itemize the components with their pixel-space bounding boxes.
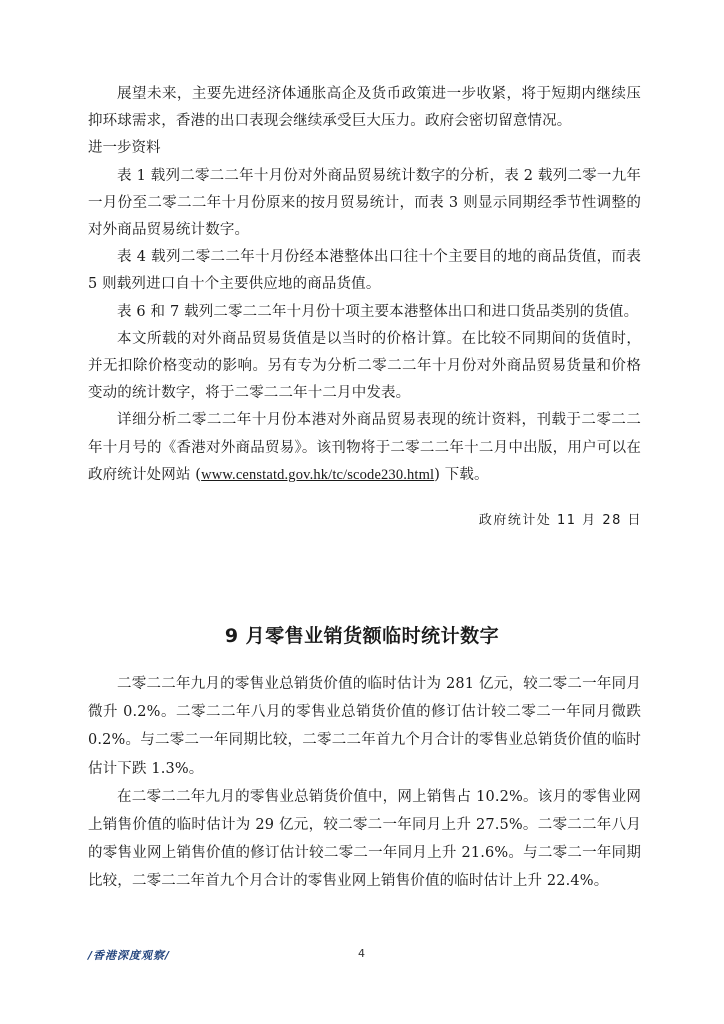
price-note-paragraph: 本文所载的对外商品贸易货值是以当时的价格计算。在比较不同期间的货值时，并无扣除价格变动的影响。另有专为分析二零二二年十月份对外商品贸易货量和价格变动的统计数字，将于二零二二年十二月中发表。 (88, 330, 641, 402)
retail-online-paragraph: 在二零二二年九月的零售业总销货价值中，网上销售占 10.2%。该月的零售业网上销售价值的临时估计为 29 亿元，较二零二一年同月上升 27.5%。二零二二年八月的零售业网上销售价值的修订估计较二零二一年同月上升 21.6%。与二零二一年同期比较，二零二二年首九个月合计的零售业网上销售价值的临时估计上升 22.4%。 (88, 788, 641, 890)
retail-statistics-section (88, 670, 641, 896)
publication-text-after-link: ) 下载。 (434, 466, 489, 483)
table6-paragraph: 表 6 和 7 载列二零二二年十月份十项主要本港整体出口和进口货品类别的货值。 (117, 303, 639, 320)
trade-statistics-section (88, 81, 641, 489)
table4-paragraph: 表 4 载列二零二二年十月份经本港整体出口往十个主要目的地的商品货值，而表 5 则载列进口自十个主要供应地的商品货值。 (88, 249, 641, 293)
publication-name: /香港深度观察/ (88, 949, 171, 962)
publication-text-before-link: 详细分析二零二二年十月份本港对外商品贸易表现的统计资料，刊载于二零二二年十月号的《香港对外商品贸易》。该刊物将于二零二二年十二月中出版，用户可以在政府统计处网站 ( (88, 412, 641, 483)
outlook-paragraph: 展望未来，主要先进经济体通胀高企及货币政策进一步收紧，将于短期内继续压抑环球需求，香港的出口表现会继续承受巨大压力。政府会密切留意情况。 (88, 86, 641, 130)
page-number: 4 (358, 947, 365, 960)
retail-total-paragraph: 二零二二年九月的零售业总销货价值的临时估计为 281 亿元，较二零二一年同月微升 0.2%。二零二二年八月的零售业总销货价值的修订估计较二零二一年同月微跌 0.2%。与二零二一年同期比较，二零二二年首九个月合计的零售业总销货价值的临时估计下跌 1.3%。 (88, 676, 641, 777)
censtatd-link[interactable]: www.censtatd.gov.hk/tc/scode230.html (201, 466, 435, 483)
retail-section-title: 9 月零售业销货额临时统计数字 (224, 625, 500, 647)
signature-line: 政府统计处 11 月 28 日 (478, 513, 642, 528)
publication-paragraph (88, 407, 641, 489)
table1-paragraph: 表 1 载列二零二二年十月份对外商品贸易统计数字的分析，表 2 载列二零一九年一月份至二零二二年十月份原来的按月贸易统计，而表 3 则显示同期经季节性调整的对外商品贸易统计数字。 (88, 167, 641, 239)
further-info-heading: 进一步资料 (88, 140, 161, 157)
